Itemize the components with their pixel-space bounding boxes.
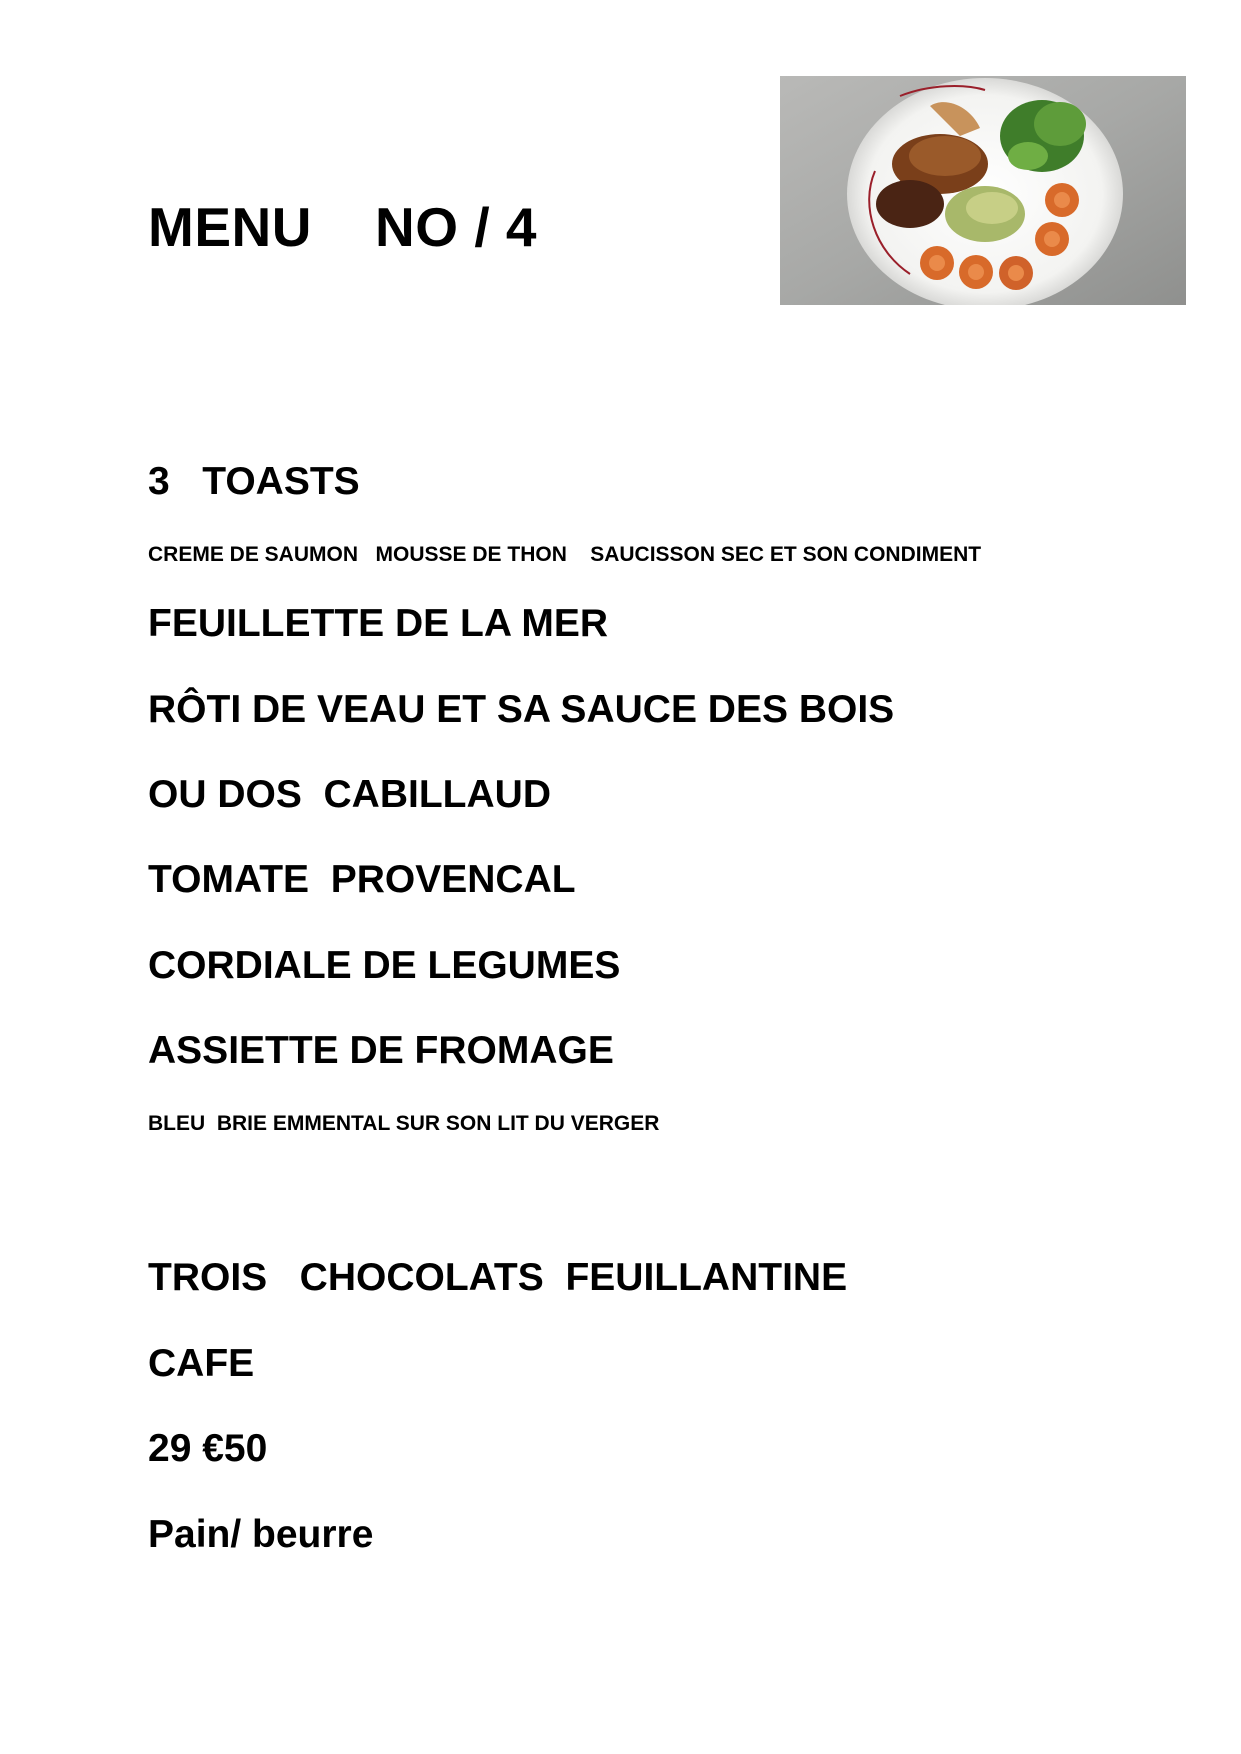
course-dos-cabillaud: OU DOS CABILLAUD (148, 773, 551, 816)
cheese-title: ASSIETTE DE FROMAGE (148, 1029, 614, 1072)
cheese-detail: BLEU BRIE EMMENTAL SUR SON LIT DU VERGER (148, 1112, 660, 1135)
course-roti-de-veau: RÔTI DE VEAU ET SA SAUCE DES BOIS (148, 688, 895, 731)
starter-detail: CREME DE SAUMON MOUSSE DE THON SAUCISSON SEC ET SON CONDIMENT (148, 543, 982, 566)
starter-title: 3 TOASTS (148, 460, 360, 503)
course-tomate: TOMATE PROVENCAL (148, 858, 576, 901)
dish-photo (780, 76, 1186, 305)
course-legumes: CORDIALE DE LEGUMES (148, 944, 621, 987)
bread-note: Pain/ beurre (148, 1513, 374, 1556)
price: 29 €50 (148, 1427, 268, 1470)
dessert: TROIS CHOCOLATS FEUILLANTINE (148, 1256, 848, 1299)
course-feuillette: FEUILLETTE DE LA MER (148, 602, 609, 645)
coffee: CAFE (148, 1342, 255, 1385)
menu-title: MENU NO / 4 (148, 196, 537, 258)
